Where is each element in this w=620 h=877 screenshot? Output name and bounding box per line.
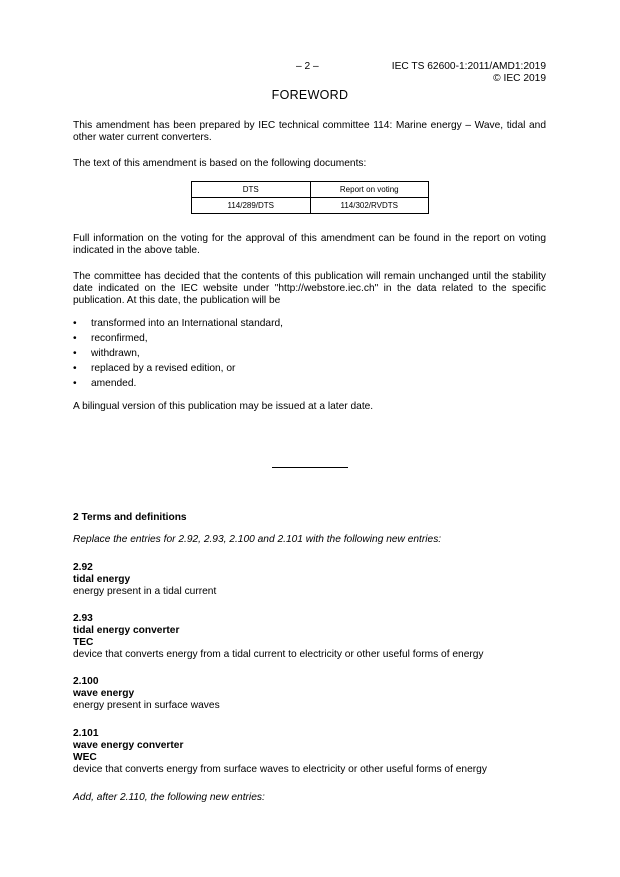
table-header-row [192, 182, 429, 198]
term-abbreviation: WEC [73, 752, 97, 763]
bullet-icon: • [73, 348, 77, 359]
term-definition: energy present in surface waves [73, 700, 220, 711]
term-entry-2-101 [73, 728, 487, 776]
term-number: 2.101 [73, 728, 99, 739]
bullet-icon: • [73, 363, 77, 374]
bullet-icon: • [73, 333, 77, 344]
voting-documents-table [191, 181, 429, 214]
table-header-cell: Report on voting [310, 182, 429, 198]
term-name: wave energy [73, 688, 135, 699]
foreword-paragraph-5: A bilingual version of this publication may be issued at a later date. [73, 401, 374, 412]
page-number: – 2 – [296, 61, 319, 72]
list-item [73, 378, 283, 393]
term-name: tidal energy [73, 574, 131, 585]
list-item [73, 318, 283, 333]
term-name: tidal energy converter [73, 625, 180, 636]
list-item [73, 348, 283, 363]
term-name: wave energy converter [73, 740, 184, 751]
list-item [73, 333, 283, 348]
term-number: 2.93 [73, 613, 93, 624]
term-number: 2.92 [73, 562, 93, 573]
foreword-title: FOREWORD [271, 88, 349, 102]
bullet-list [73, 318, 283, 393]
term-entry-2-92 [73, 562, 216, 598]
term-entry-2-100 [73, 676, 220, 712]
section-divider [272, 467, 348, 468]
table-row [192, 198, 429, 214]
section-heading: 2 Terms and definitions [73, 512, 187, 523]
term-definition: device that converts energy from a tidal current to electricity or other useful forms of energy [73, 649, 484, 660]
foreword-paragraph-2: The text of this amendment is based on the following documents: [73, 158, 367, 169]
list-item-text: transformed into an International standard, [91, 318, 283, 329]
bullet-icon: • [73, 378, 77, 389]
table-header-cell: DTS [192, 182, 311, 198]
copyright-notice: © IEC 2019 [493, 73, 546, 84]
bullet-icon: • [73, 318, 77, 329]
list-item-text: reconfirmed, [91, 333, 148, 344]
table-cell: 114/302/RVDTS [310, 198, 429, 214]
list-item [73, 363, 283, 378]
term-abbreviation: TEC [73, 637, 94, 648]
foreword-paragraph-3: Full information on the voting for the approval of this amendment can be found in the report on voting indicated in the above table. [73, 233, 546, 256]
foreword-paragraph-1: This amendment has been prepared by IEC technical committee 114: Marine energy – Wave, tidal and other water current converters. [73, 120, 546, 143]
list-item-text: replaced by a revised edition, or [91, 363, 236, 374]
add-instruction: Add, after 2.110, the following new entries: [73, 792, 265, 803]
list-item-text: withdrawn, [91, 348, 140, 359]
term-number: 2.100 [73, 676, 99, 687]
document-id: IEC TS 62600-1:2011/AMD1:2019 [391, 61, 546, 72]
term-entry-2-93 [73, 613, 484, 661]
table-cell: 114/289/DTS [192, 198, 311, 214]
foreword-paragraph-4: The committee has decided that the contents of this publication will remain unchanged until the stability date indicated on the IEC website under "http://webstore.iec.ch" in the data related to the specific publication. At this date, the publication will be [73, 271, 546, 306]
list-item-text: amended. [91, 378, 137, 389]
term-definition: device that converts energy from surface waves to electricity or other useful forms of energy [73, 764, 487, 775]
replace-instruction: Replace the entries for 2.92, 2.93, 2.100 and 2.101 with the following new entries: [73, 534, 442, 545]
term-definition: energy present in a tidal current [73, 586, 217, 597]
